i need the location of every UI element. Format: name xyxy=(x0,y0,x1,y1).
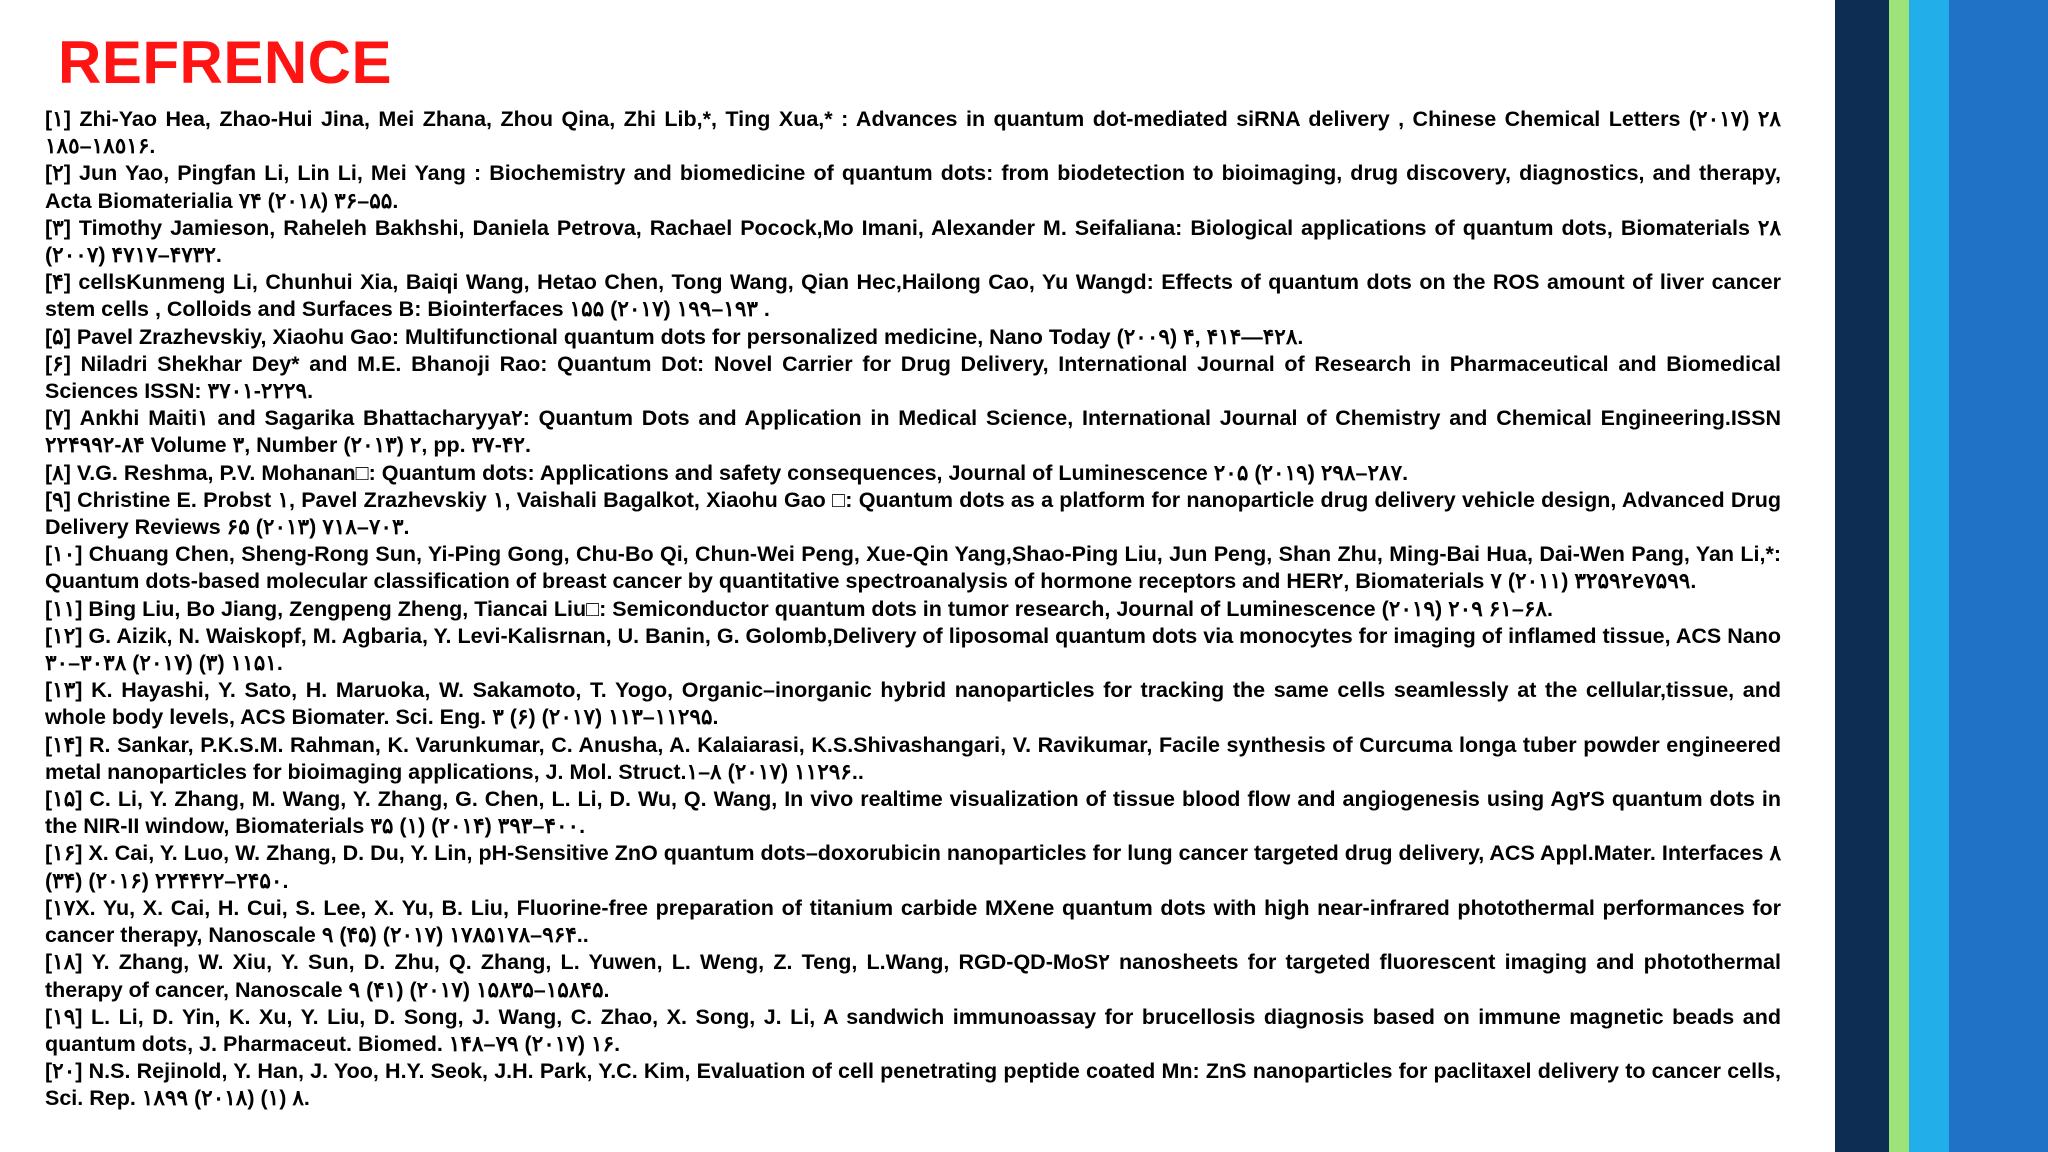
reference-item: [٢] Jun Yao, Pingfan Li, Lin Li, Mei Yang : Biochemistry and biomedicine of quantum dots: from biodetection to bioimaging, drug discovery, diagnostics, and therapy, Acta Biomaterialia ٧۴ (٢٠١٨) ٣۶–۵۵. xyxy=(45,161,1781,213)
reference-item: [٣] Timothy Jamieson, Raheleh Bakhshi, Daniela Petrova, Rachael Pocock,Mo Imani, Alexander M. Seifaliana: Biological applications of quantum dots, Biomaterials ٢٨ (٢٠٠٧) ۴٧١٧–۴٧٣٢. xyxy=(45,215,1781,268)
reference-item: [١٧X. Yu, X. Cai, H. Cui, S. Lee, X. Yu, B. Liu, Fluorine-free preparation of titanium carbide MXene quantum dots with high near-infrared photothermal performances for cancer therapy, Nanoscale ٩ (۴۵) (٢٠١٧) ١٧٨۵٩–١٧٨۶۴.. xyxy=(45,895,1781,948)
reference-item: [١٠] Chuang Chen, Sheng-Rong Sun, Yi-Ping Gong, Chu-Bo Qi, Chun-Wei Peng, Xue-Qin Yang,Shao-Ping Liu, Jun Peng, Shan Zhu, Ming-Bai Hua, Dai-Wen Pang, Yan Li,*: Quantum dots-based molecular classification of breast cancer by quantitative spectroanalysis of hormone receptors and HER٢, Biomaterials ٣٢ (٢٠١١) ٧۵٩٢e٧۵٩٩. xyxy=(45,542,1781,594)
reference-item: [١۶] X. Cai, Y. Luo, W. Zhang, D. Du, Y. Lin, pH-Sensitive ZnO quantum dots–doxorubicin nanoparticles for lung cancer targeted drug delivery, ACS Appl.Mater. Interfaces ٨ (٣۴) (٢٠١۶) ٢٢۴۴٢–٢٢۴۵٠. xyxy=(45,841,1781,893)
reference-item: [١٩] L. Li, D. Yin, K. Xu, Y. Liu, D. Song, J. Wang, C. Zhao, X. Song, J. Li, A sandwich immunoassay for brucellosis diagnosis based on immune magnetic beads and quantum dots, J. Pharmaceut. Biomed. ١۴١ (٢٠١٧) ٧٩–٨۶. xyxy=(45,1004,1781,1056)
reference-item: [٩] Christine E. Probst ١, Pavel Zrazhevskiy ١, Vaishali Bagalkot, Xiaohu Gao □: Quantum dots as a platform for nanoparticle drug delivery vehicle design, Advanced Drug Delivery Reviews ۶۵ (٢٠١٣) ٧٠٣–٧١٨. xyxy=(45,487,1781,540)
reference-item: [٧] Ankhi Maiti١ and Sagarika Bhattacharyya٢: Quantum Dots and Application in Medical Science, International Journal of Chemistry and Chemical Engineering.ISSN ٢٢۴٨-٩٩٢۴ Volume ٣, Number ٢ (٢٠١٣), pp. ٣٧-۴٢. xyxy=(45,406,1781,458)
slide-title: REFRENCE xyxy=(58,29,393,96)
reference-item: [۴] cellsKunmeng Li, Chunhui Xia, Baiqi Wang, Hetao Chen, Tong Wang, Qian Hec,Hailong Cao, Yu Wangd: Effects of quantum dots on the ROS amount of liver cancer stem cells , Colloids and Surfaces B: Biointerfaces ١۵۵ (٢٠١٧) ١٩٣–١٩٩ . xyxy=(45,270,1781,322)
reference-item: [١٨] Y. Zhang, W. Xiu, Y. Sun, D. Zhu, Q. Zhang, L. Yuwen, L. Weng, Z. Teng, L.Wang, RGD-QD-MoS٢ nanosheets for targeted fluorescent imaging and photothermal therapy of cancer, Nanoscale ٩ (۴١) (٢٠١٧) ١۵٨٣۵–١۵٨۴۵. xyxy=(45,950,1781,1002)
reference-item: [۵] Pavel Zrazhevskiy, Xiaohu Gao: Multifunctional quantum dots for personalized medicine, Nano Today (٢٠٠٩) ۴, ۴١۴—۴٢٨. xyxy=(45,324,1304,349)
reference-item: [٢٠] N.S. Rejinold, Y. Han, J. Yoo, H.Y. Seok, J.H. Park, Y.C. Kim, Evaluation of cell penetrating peptide coated Mn: ZnS nanoparticles for paclitaxel delivery to cancer cells, Sci. Rep. ٨ (١) (٢٠١٨) ١٨٩٩. xyxy=(45,1059,1781,1111)
reference-item: [١۵] C. Li, Y. Zhang, M. Wang, Y. Zhang, G. Chen, L. Li, D. Wu, Q. Wang, In vivo realtime visualization of tissue blood flow and angiogenesis using Ag٢S quantum dots in the NIR-II window, Biomaterials ٣۵ (١) (٢٠١۴) ٣٩٣–۴٠٠. xyxy=(45,787,1781,839)
reference-item: [١٢] G. Aizik, N. Waiskopf, M. Agbaria, Y. Levi-Kalisrnan, U. Banin, G. Golomb,Delivery of liposomal quantum dots via monocytes for imaging of inflamed tissue, ACS Nano ١١ (٣) (٢٠١٧) ٣٠٣٨–٣٠۵١. xyxy=(45,623,1781,676)
reference-item: [١٣] K. Hayashi, Y. Sato, H. Maruoka, W. Sakamoto, T. Yogo, Organic–inorganic hybrid nanoparticles for tracking the same cells seamlessly at the cellular,tissue, and whole body levels, ACS Biomater. Sci. Eng. ٣ (۶) (٢٠١٧) ١١٢٩–١١٣۵. xyxy=(45,678,1781,730)
stripe-cyan xyxy=(1909,0,1949,1152)
reference-item: [١١] Bing Liu, Bo Jiang, Zengpeng Zheng, Tiancai Liu□: Semiconductor quantum dots in tumor research, Journal of Luminescence ٢٠٩ (٢٠١٩) ۶١–۶٨. xyxy=(45,596,1553,621)
reference-list xyxy=(45,106,1781,1113)
reference-item: [١۴] R. Sankar, P.K.S.M. Rahman, K. Varunkumar, C. Anusha, A. Kalaiarasi, K.S.Shivashangari, V. Ravikumar, Facile synthesis of Curcuma longa tuber powder engineered metal nanoparticles for bioimaging applications, J. Mol. Struct.١١٢٩ (٢٠١٧) ٨–١۶.. xyxy=(45,732,1781,784)
decorative-stripes xyxy=(1835,0,2048,1152)
reference-item: [٨] V.G. Reshma, P.V. Mohanan□: Quantum dots: Applications and safety consequences, Journal of Luminescence ٢٠۵ (٢٠١٩) ٢٨٧–٢٩٨. xyxy=(45,460,1409,485)
reference-item: [۶] Niladri Shekhar Dey* and M.E. Bhanoji Rao: Quantum Dot: Novel Carrier for Drug Delivery, International Journal of Research in Pharmaceutical and Biomedical Sciences ISSN: ٢٢٢٩-٣٧٠١. xyxy=(45,351,1781,404)
reference-item: [١] Zhi-Yao Hea, Zhao-Hui Jina, Mei Zhana, Zhou Qina, Zhi Lib,*, Ting Xua,* : Advances in quantum dot-mediated siRNA delivery , Chinese Chemical Letters ٢٨ (٢٠١٧) ١٨٥١–١٨٥۶. xyxy=(45,107,1781,159)
stripe-light-green xyxy=(1889,0,1909,1152)
stripe-dark-navy xyxy=(1835,0,1889,1152)
stripe-blue xyxy=(1949,0,2048,1152)
